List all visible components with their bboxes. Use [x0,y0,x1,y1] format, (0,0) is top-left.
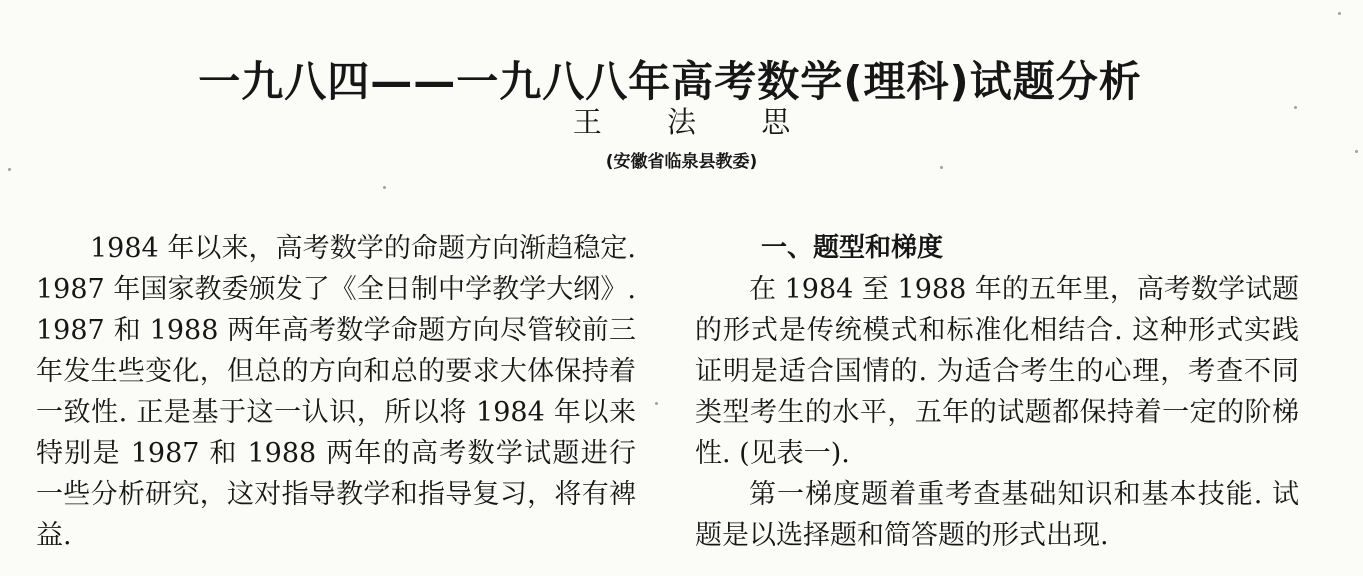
body-paragraph: 第一梯度题着重考查基础知识和基本技能. 试题是以选择题和简答题的形式出现. [695,479,1299,551]
scan-speck [655,402,658,405]
article-author: 王 法 思 [572,105,819,139]
section-heading: 一、题型和梯度 [761,233,944,263]
body-paragraph: 在 1984 至 1988 年的五年里，高考数学试题的形式是传统模式和标准化相结合. 这种形式实践证明是适合国情的. 为适合考生的心理，考查不同类型考生的水平，五年的试题都保持着一定的阶梯性. (见表一). [695,274,1299,469]
intro-paragraph: 1984 年以来，高考数学的命题方向渐趋稳定. 1987 年国家教委颁发了《全日制中学教学大纲》. 1987 和 1988 两年高考数学命题方向尽管较前三年发生些变化，但总的方向和总的要求大体保持着一致性. 正是基于这一认识，所以将 1984 年以来特别是 1987 和 1988 两年的高考数学试题进行一些分析研究，这对指导教学和指导复习，将有裨益. [36,233,636,551]
article-title: 一九八四——一九八八年高考数学(理科)试题分析 [198,57,1142,107]
scan-speck [1294,106,1297,109]
scan-speck [383,186,386,189]
scan-speck [8,168,11,171]
author-affiliation: (安徽省临泉县教委) [605,152,758,172]
scan-speck [940,166,943,169]
scan-speck [1355,150,1358,153]
scan-speck [1338,12,1341,15]
left-column [36,228,636,556]
right-column [695,228,1299,556]
